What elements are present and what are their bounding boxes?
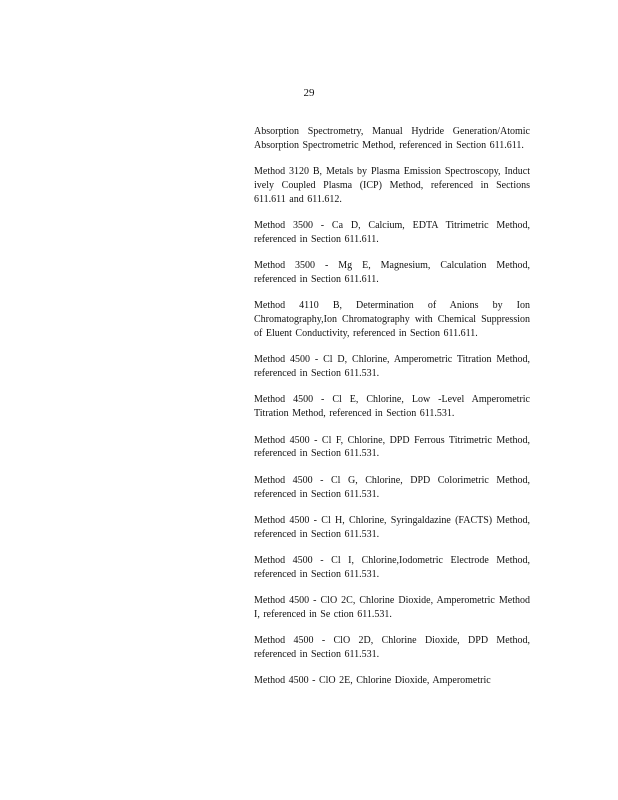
paragraph-method-4500-clo2-e: Method 4500 - ClO 2E, Chlorine Dioxide, Amperometric [254,675,491,687]
paragraph-method-4500-cl-h: Method 4500 - Cl H, Chlorine, Syringaldazine (FACTS) Method, referenced in Section 611.531. [254,514,530,540]
paragraph-absorption-hydride: Absorption Spectrometry, Manual Hydride Generation/Atomic Absorption Spectrometric Method, referenced in Section 611.611. [254,126,530,151]
method-reference-list [254,125,530,688]
paragraph-method-3120b: Method 3120 B, Metals by Plasma Emission Spectroscopy, Induct ively Coupled Plasma (ICP) Method, referenced in Sections 611.611 and 611.612. [254,166,530,205]
paragraph-method-4500-cl-d: Method 4500 - Cl D, Chlorine, Amperometric Titration Method, referenced in Section 611.531. [254,354,530,380]
page-number: 29 [303,87,315,99]
paragraph-method-4500-clo2-c: Method 4500 - ClO 2C, Chlorine Dioxide, Amperometric Method I, referenced in Se ction 611.531. [254,595,530,620]
paragraph-method-3500-ca-d: Method 3500 - Ca D, Calcium, EDTA Titrimetric Method, referenced in Section 611.611. [254,220,530,246]
paragraph-method-4110b: Method 4110 B, Determination of Anions by Ion Chromatography,Ion Chromatography with Chemical Suppression of Eluent Conductivity, referenced in Section 611.611. [254,300,530,340]
paragraph-method-3500-mg-e: Method 3500 - Mg E, Magnesium, Calculation Method, referenced in Section 611.611. [254,260,530,286]
paragraph-method-4500-clo2-d: Method 4500 - ClO 2D, Chlorine Dioxide, DPD Method, referenced in Section 611.531. [254,635,530,661]
paragraph-method-4500-cl-g: Method 4500 - Cl G, Chlorine, DPD Colorimetric Method, referenced in Section 611.531. [254,474,530,500]
paragraph-method-4500-cl-f: Method 4500 - Cl F, Chlorine, DPD Ferrous Titrimetric Method, referenced in Section 611.531. [254,434,530,460]
paragraph-method-4500-cl-i: Method 4500 - Cl I, Chlorine,Iodometric Electrode Method, referenced in Section 611.531. [254,554,530,580]
paragraph-method-4500-cl-e: Method 4500 - Cl E, Chlorine, Low -Level Amperometric Titration Method, referenced in Section 611.531. [254,394,530,420]
